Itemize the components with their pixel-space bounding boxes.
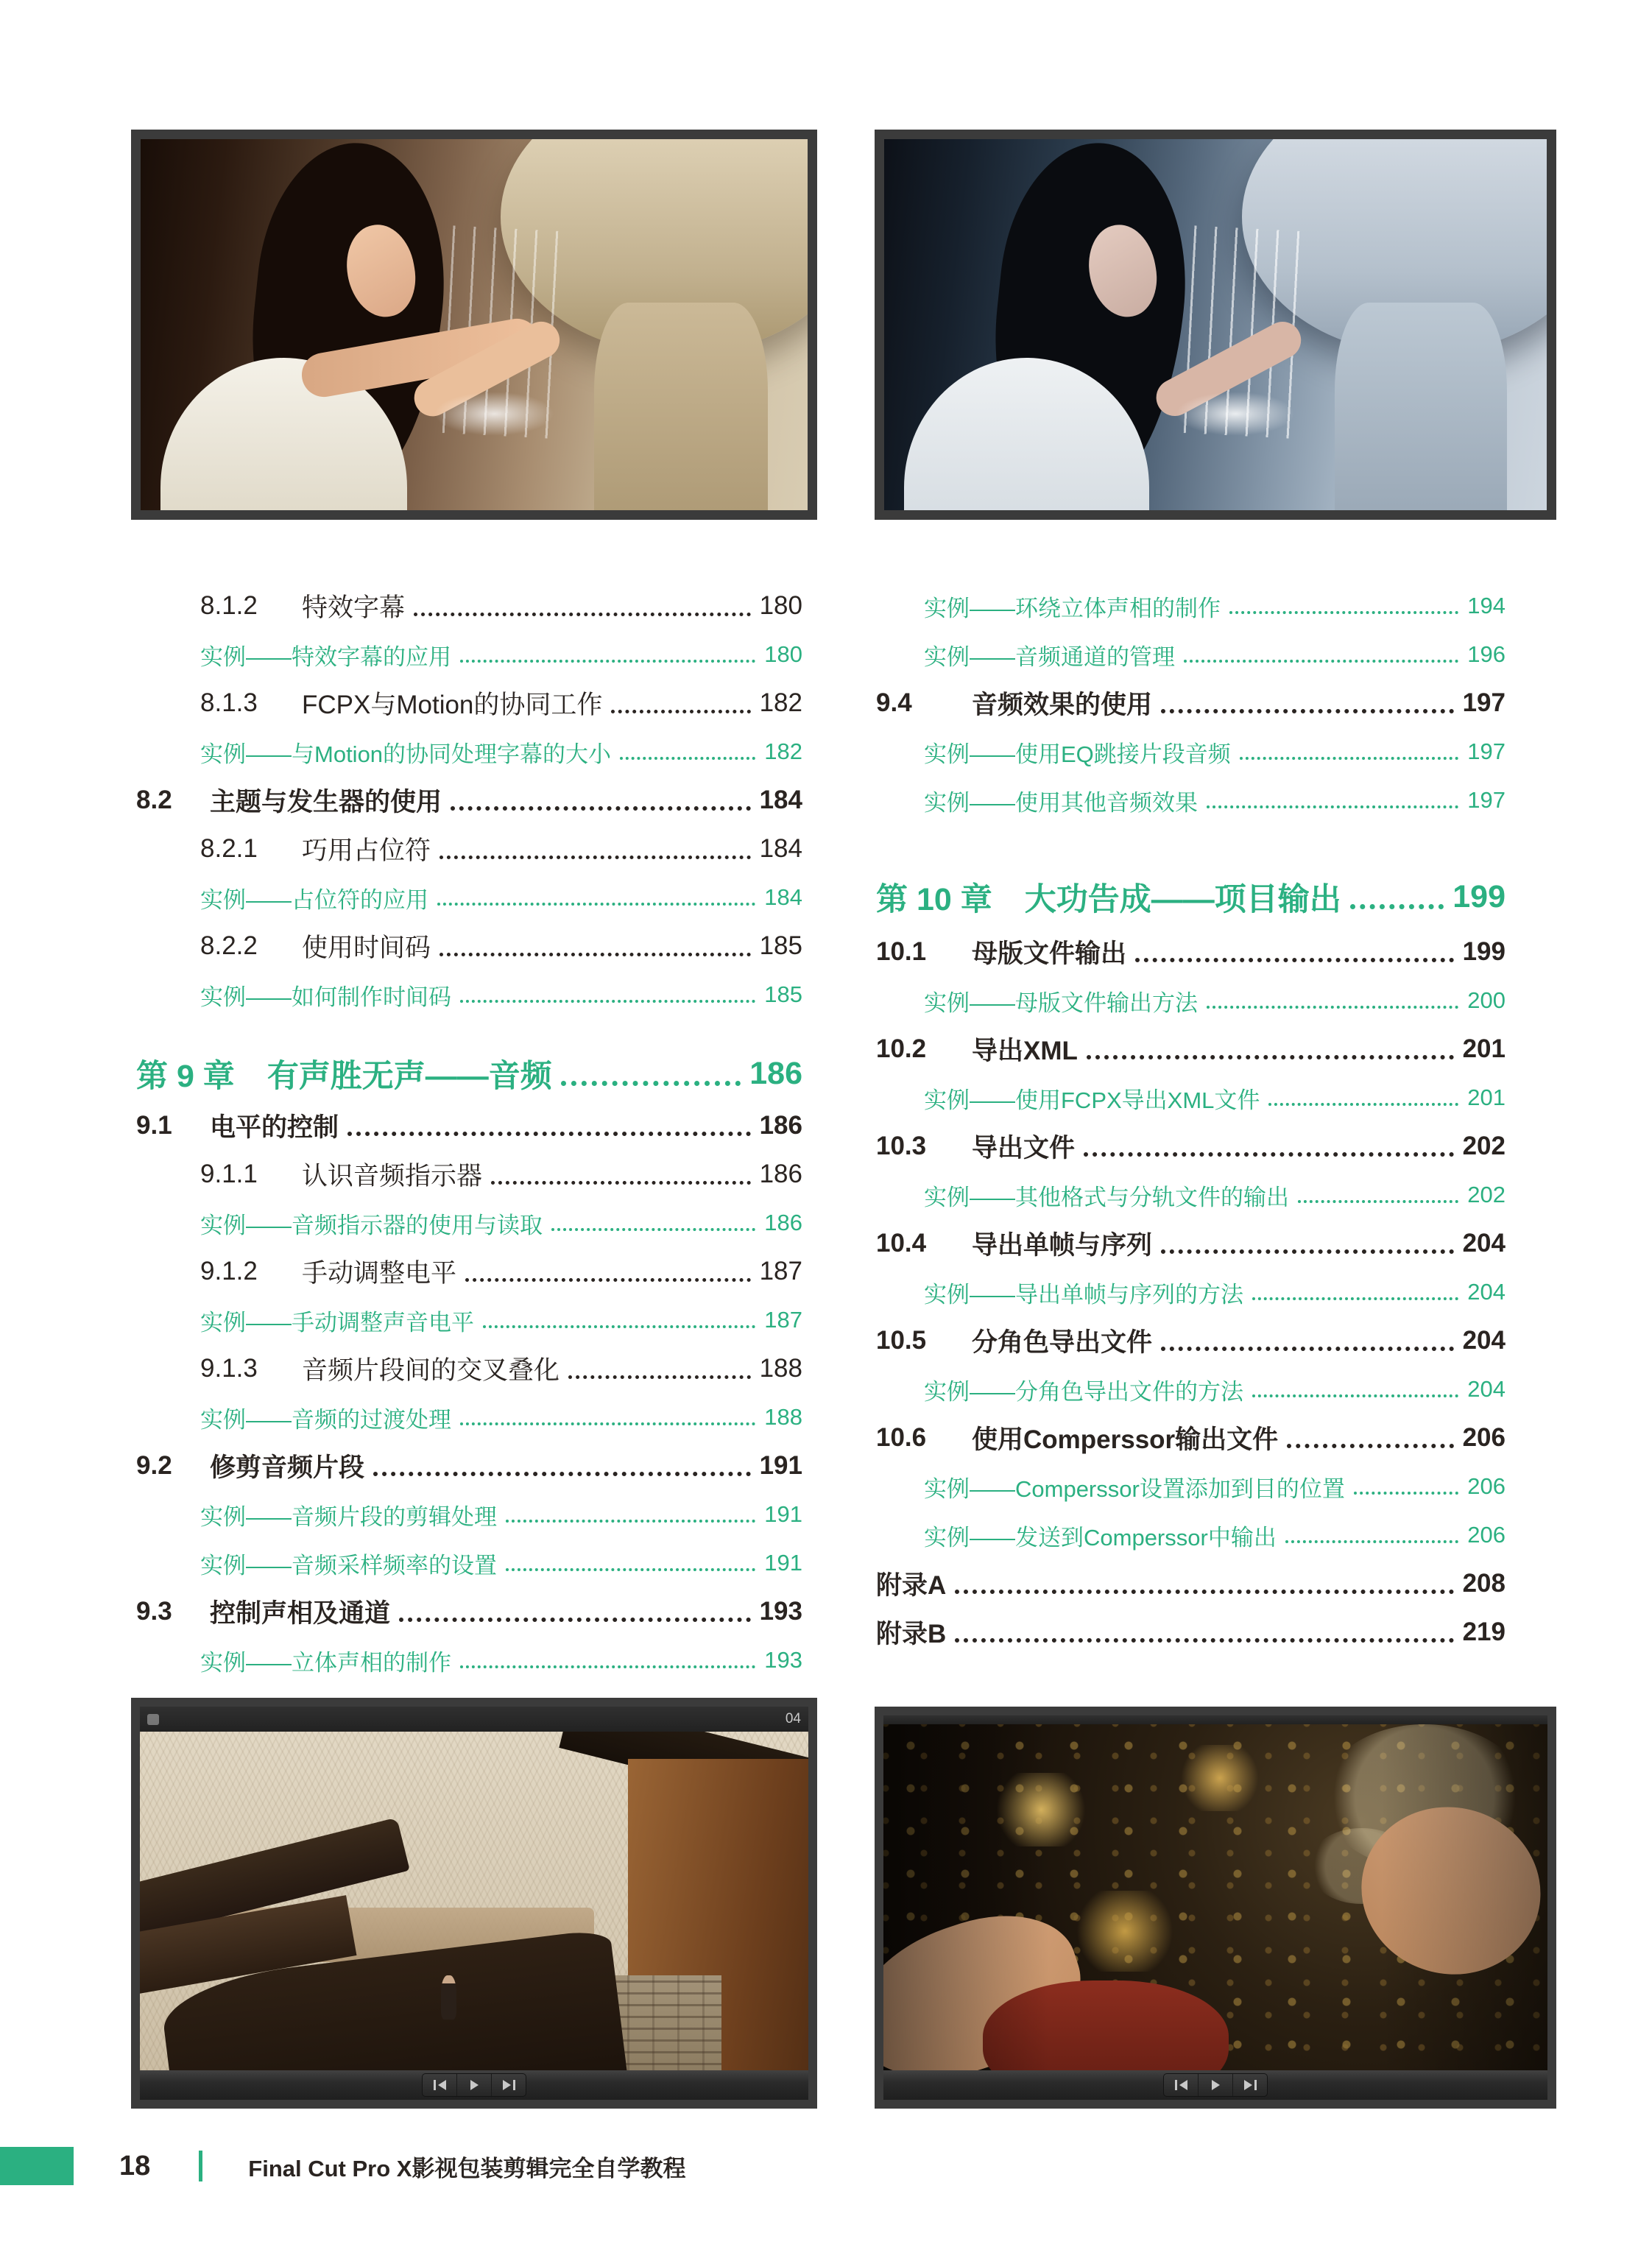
- entry-number: 10.5: [876, 1326, 927, 1355]
- toc-entry-chapter: [136, 1019, 802, 1101]
- page-footer: [0, 2147, 1652, 2185]
- dot-leader: [1252, 1297, 1458, 1300]
- dot-leader: [561, 1081, 741, 1086]
- previous-frame-icon: [1164, 2074, 1199, 2096]
- toc-entry-example: [136, 1636, 802, 1685]
- fountain-photo-cool: [884, 139, 1547, 510]
- entry-page-number: 185: [764, 981, 802, 1007]
- dot-leader: [483, 1325, 755, 1328]
- footer-divider: [199, 2151, 202, 2181]
- dot-leader: [611, 710, 750, 713]
- entry-title: 电平的控制: [210, 1113, 339, 1142]
- entry-page-number: 199: [1452, 878, 1505, 914]
- clip-title-bar: [140, 1707, 808, 1732]
- dot-leader: [451, 806, 751, 811]
- book-title: Final Cut Pro X影视包装剪辑完全自学教程: [248, 2155, 686, 2181]
- entry-title: 手动调整电平: [302, 1259, 457, 1288]
- entry-page-number: 197: [1467, 738, 1505, 764]
- toc-entry-sec: [136, 1442, 802, 1490]
- toc-entry-sec: [876, 1219, 1505, 1268]
- entry-page-number: 180: [759, 591, 802, 620]
- toc-entry-appendix: [876, 1608, 1505, 1657]
- entry-title: 巧用占位符: [302, 836, 431, 865]
- entry-title: 音频效果的使用: [972, 691, 1153, 719]
- entry-page-number: 187: [764, 1307, 802, 1333]
- dot-leader: [1240, 757, 1458, 760]
- entry-number: 9.4: [876, 688, 912, 717]
- entry-page-number: 202: [1467, 1182, 1505, 1207]
- dot-leader: [1184, 660, 1458, 663]
- entry-title: 实例——占位符的应用: [200, 886, 428, 913]
- entry-title: 实例——使用其他音频效果: [924, 789, 1198, 816]
- toc-entry-example: [136, 1296, 802, 1344]
- entry-page-number: 185: [759, 931, 802, 960]
- entry-page-number: 194: [1467, 593, 1505, 618]
- entry-number: 第 10 章: [876, 881, 992, 917]
- water-splash: [1176, 392, 1295, 436]
- entry-number: 9.1.3: [200, 1354, 258, 1383]
- playback-bar: [140, 2070, 808, 2100]
- entry-title: 实例——音频采样频率的设置: [200, 1552, 497, 1579]
- dot-leader: [460, 1665, 755, 1668]
- entry-page-number: 201: [1462, 1034, 1505, 1063]
- entry-title: 实例——与Motion的协同处理字幕的大小: [200, 741, 612, 767]
- dot-leader: [955, 1638, 1453, 1643]
- clip-window-village: [131, 1698, 817, 2109]
- entry-page-number: 204: [1462, 1229, 1505, 1258]
- entry-page-number: 186: [749, 1055, 802, 1091]
- toc-entry-example: [136, 1490, 802, 1539]
- entry-title: 实例——环绕立体声相的制作: [924, 595, 1221, 621]
- dot-leader: [1287, 1444, 1453, 1448]
- entry-number: 9.1.2: [200, 1257, 258, 1285]
- entry-number: 10.4: [876, 1229, 927, 1258]
- entry-number: 9.1.1: [200, 1160, 258, 1188]
- dot-leader: [1252, 1394, 1458, 1397]
- toc-entry-sub: [136, 1247, 802, 1296]
- entry-title: 实例——Comperssor设置添加到目的位置: [924, 1475, 1345, 1502]
- left-triangle-glyph: [438, 2080, 446, 2090]
- toc-entry-sec: [876, 679, 1505, 727]
- entry-title: 实例——如何制作时间码: [200, 984, 451, 1010]
- entry-page-number: 191: [764, 1550, 802, 1576]
- entry-title: 实例——音频的过渡处理: [200, 1406, 451, 1433]
- entry-title: 实例——使用EQ跳接片段音频: [924, 741, 1231, 767]
- entry-title: 音频片段间的交叉叠化: [302, 1356, 560, 1385]
- entry-number: 8.1.3: [200, 688, 258, 717]
- dot-leader: [373, 1472, 751, 1476]
- entry-page-number: 196: [1467, 641, 1505, 667]
- dot-leader: [437, 903, 755, 906]
- entry-title: 控制声相及通道: [210, 1599, 391, 1628]
- fountain-photo-warm: [141, 139, 808, 510]
- toc-entry-example: [136, 630, 802, 679]
- dot-leader: [1268, 1103, 1458, 1106]
- entry-page-number: 206: [1467, 1522, 1505, 1548]
- dot-leader: [506, 1520, 755, 1523]
- dot-leader: [1350, 904, 1444, 909]
- dot-leader: [414, 613, 751, 616]
- toc-entry-sec: [136, 1587, 802, 1636]
- entry-title: 实例——音频通道的管理: [924, 643, 1175, 670]
- previous-frame-icon: [423, 2074, 457, 2096]
- fabric-photo: [883, 1724, 1547, 2070]
- dot-leader: [551, 1228, 755, 1231]
- toc-entry-sec: [876, 1025, 1505, 1073]
- dot-leader: [620, 757, 755, 760]
- entry-title: 实例——立体声相的制作: [200, 1649, 451, 1676]
- dot-leader: [491, 1181, 751, 1185]
- toc-entry-sub: [136, 582, 802, 630]
- entry-title: 使用Comperssor输出文件: [972, 1425, 1279, 1454]
- play-icon: [1199, 2074, 1233, 2096]
- transport-controls: [1163, 2073, 1268, 2097]
- vignette: [883, 1724, 1547, 2070]
- entry-title: 附录B: [876, 1620, 947, 1648]
- entry-title: 认识音频指示器: [302, 1162, 483, 1191]
- playback-bar: [883, 2070, 1547, 2100]
- footer-accent-block: [0, 2147, 74, 2185]
- entry-number: 10.6: [876, 1423, 927, 1452]
- entry-page-number: 204: [1467, 1376, 1505, 1402]
- entry-title: 实例——母版文件输出方法: [924, 990, 1198, 1016]
- bar-glyph: [513, 2080, 515, 2090]
- next-frame-icon: [1233, 2074, 1267, 2096]
- entry-page-number: 182: [759, 688, 802, 717]
- entry-title: 实例——分角色导出文件的方法: [924, 1378, 1243, 1405]
- entry-title: 实例——发送到Comperssor中输出: [924, 1524, 1277, 1551]
- entry-title: 修剪音频片段: [210, 1453, 365, 1482]
- toc-entry-sub: [136, 679, 802, 727]
- entry-title: 实例——手动调整声音电平: [200, 1309, 474, 1336]
- entry-page-number: 193: [759, 1597, 802, 1626]
- entry-number: 10.3: [876, 1132, 927, 1160]
- dot-leader: [465, 1278, 751, 1282]
- fountain-pedestal: [594, 303, 768, 510]
- toc-entry-example: [876, 776, 1505, 825]
- entry-page-number: 219: [1462, 1618, 1505, 1646]
- dot-leader: [1207, 805, 1458, 808]
- entry-title: 导出单帧与序列: [972, 1231, 1153, 1260]
- entry-title: 母版文件输出: [972, 939, 1127, 968]
- dot-leader: [1161, 709, 1454, 713]
- entry-number: 8.2.1: [200, 834, 258, 863]
- page-number: 18: [119, 2150, 151, 2181]
- entry-page-number: 202: [1462, 1132, 1505, 1160]
- toc-entry-example: [136, 970, 802, 1019]
- dot-leader: [1087, 1055, 1454, 1059]
- entry-title: 分角色导出文件: [972, 1328, 1153, 1357]
- toc-entry-example: [136, 1199, 802, 1247]
- entry-page-number: 206: [1462, 1423, 1505, 1452]
- toc-entry-sub: [136, 922, 802, 970]
- toc-entry-sec: [136, 1101, 802, 1150]
- dot-leader: [460, 1000, 755, 1003]
- entry-title: 主题与发生器的使用: [210, 788, 442, 816]
- entry-page-number: 188: [764, 1404, 802, 1430]
- entry-title: 实例——其他格式与分轨文件的输出: [924, 1184, 1289, 1210]
- entry-title: 实例——使用FCPX导出XML文件: [924, 1087, 1260, 1113]
- dot-leader: [1161, 1249, 1454, 1254]
- entry-number: 9.1: [136, 1111, 172, 1140]
- toc-entry-example: [876, 976, 1505, 1025]
- toc-column-left: [136, 582, 802, 1685]
- right-triangle-glyph: [1212, 2080, 1220, 2090]
- toc-entry-sec: [876, 1316, 1505, 1365]
- entry-number: 8.2: [136, 786, 172, 814]
- dot-leader: [440, 856, 751, 859]
- toc-entry-example: [136, 1539, 802, 1587]
- water-splash: [434, 392, 554, 436]
- bar-glyph: [1175, 2080, 1177, 2090]
- toc-entry-appendix: [876, 1559, 1505, 1608]
- entry-page-number: 184: [759, 786, 802, 814]
- toc-entry-example: [876, 1511, 1505, 1559]
- entry-number: 10.2: [876, 1034, 927, 1063]
- entry-page-number: 197: [1462, 688, 1505, 717]
- toc-entry-example: [876, 1171, 1505, 1219]
- dot-leader: [1135, 958, 1454, 962]
- entry-title: FCPX与Motion的协同工作: [302, 691, 603, 719]
- entry-page-number: 206: [1467, 1473, 1505, 1499]
- screenshot-frame-warm: [131, 130, 817, 520]
- entry-page-number: 186: [759, 1111, 802, 1140]
- toc-entry-example: [876, 1365, 1505, 1414]
- entry-page-number: 204: [1467, 1279, 1505, 1305]
- toc-entry-sec: [876, 1414, 1505, 1462]
- dot-leader: [1084, 1152, 1454, 1157]
- toc-entry-example: [136, 873, 802, 922]
- toc-entry-sub: [136, 825, 802, 873]
- clip-title-bar: [883, 1715, 1547, 1724]
- fountain-pedestal: [1335, 303, 1507, 510]
- screenshot-frame-cool: [875, 130, 1556, 520]
- toc-entry-sec: [136, 776, 802, 825]
- entry-page-number: 199: [1462, 937, 1505, 966]
- bar-glyph: [1254, 2080, 1257, 2090]
- dot-leader: [347, 1132, 751, 1136]
- toc-entry-example: [876, 1073, 1505, 1122]
- entry-title: 有声胜无声——音频: [266, 1058, 552, 1094]
- toc-entry-sec: [876, 1122, 1505, 1171]
- toc-entry-example: [876, 727, 1505, 776]
- entry-number: 10.1: [876, 937, 927, 966]
- entry-page-number: 193: [764, 1647, 802, 1673]
- entry-title: 使用时间码: [302, 934, 431, 962]
- dot-leader: [506, 1568, 755, 1571]
- dot-leader: [460, 1422, 755, 1425]
- dot-leader: [440, 953, 751, 956]
- play-icon: [457, 2074, 492, 2096]
- entry-page-number: 184: [759, 834, 802, 863]
- clip-window-fabric: [875, 1707, 1556, 2109]
- entry-page-number: 186: [764, 1210, 802, 1235]
- transport-controls: [422, 2073, 526, 2097]
- entry-page-number: 191: [759, 1451, 802, 1480]
- entry-page-number: 200: [1467, 987, 1505, 1013]
- entry-page-number: 191: [764, 1501, 802, 1527]
- entry-title: 导出文件: [972, 1134, 1076, 1163]
- entry-page-number: 182: [764, 738, 802, 764]
- entry-number: 9.2: [136, 1451, 172, 1480]
- toc-entry-chapter: [876, 825, 1505, 928]
- toc-entry-sec: [876, 928, 1505, 976]
- dot-leader: [1285, 1540, 1458, 1543]
- dot-leader: [1207, 1006, 1458, 1009]
- clip-label-smudge: [147, 1714, 159, 1725]
- entry-title: 附录A: [876, 1571, 947, 1600]
- entry-number: 8.1.2: [200, 591, 258, 620]
- toc-entry-example: [876, 1462, 1505, 1511]
- entry-number: 第 9 章: [136, 1058, 235, 1094]
- right-triangle-glyph: [1244, 2080, 1252, 2090]
- entry-page-number: 201: [1467, 1084, 1505, 1110]
- toc-entry-example: [136, 727, 802, 776]
- toc-entry-example: [876, 630, 1505, 679]
- dot-leader: [1229, 611, 1458, 614]
- entry-title: 实例——音频指示器的使用与读取: [200, 1212, 543, 1238]
- right-triangle-glyph: [503, 2080, 511, 2090]
- walking-figure: [441, 1975, 457, 2020]
- entry-title: 实例——音频片段的剪辑处理: [200, 1503, 497, 1530]
- dot-leader: [955, 1590, 1453, 1594]
- entry-page-number: 197: [1467, 787, 1505, 813]
- entry-page-number: 188: [759, 1354, 802, 1383]
- entry-page-number: 208: [1462, 1569, 1505, 1598]
- left-triangle-glyph: [1179, 2080, 1187, 2090]
- toc-entry-example: [876, 582, 1505, 630]
- toc-entry-sub: [136, 1344, 802, 1393]
- toc-entry-sub: [136, 1150, 802, 1199]
- dot-leader: [1298, 1200, 1458, 1203]
- entry-number: 8.2.2: [200, 931, 258, 960]
- clip-number-badge: 04: [785, 1711, 801, 1726]
- entry-title: 特效字幕: [302, 593, 406, 622]
- dot-leader: [568, 1375, 751, 1379]
- right-triangle-glyph: [470, 2080, 479, 2090]
- entry-page-number: 186: [759, 1160, 802, 1188]
- entry-title: 大功告成——项目输出: [1024, 881, 1341, 917]
- village-photo: [140, 1732, 808, 2070]
- entry-page-number: 180: [764, 641, 802, 667]
- next-frame-icon: [492, 2074, 526, 2096]
- entry-title: 导出XML: [972, 1037, 1078, 1065]
- toc-entry-example: [136, 1393, 802, 1442]
- dot-leader: [1354, 1492, 1458, 1495]
- dot-leader: [460, 660, 755, 663]
- dot-leader: [399, 1618, 751, 1622]
- dot-leader: [1161, 1347, 1454, 1351]
- entry-page-number: 184: [764, 884, 802, 910]
- entry-page-number: 187: [759, 1257, 802, 1285]
- bar-glyph: [434, 2080, 436, 2090]
- entry-page-number: 204: [1462, 1326, 1505, 1355]
- toc-column-right: [876, 582, 1505, 1657]
- toc-entry-example: [876, 1268, 1505, 1316]
- entry-title: 实例——特效字幕的应用: [200, 643, 451, 670]
- entry-number: 9.3: [136, 1597, 172, 1626]
- entry-title: 实例——导出单帧与序列的方法: [924, 1281, 1243, 1308]
